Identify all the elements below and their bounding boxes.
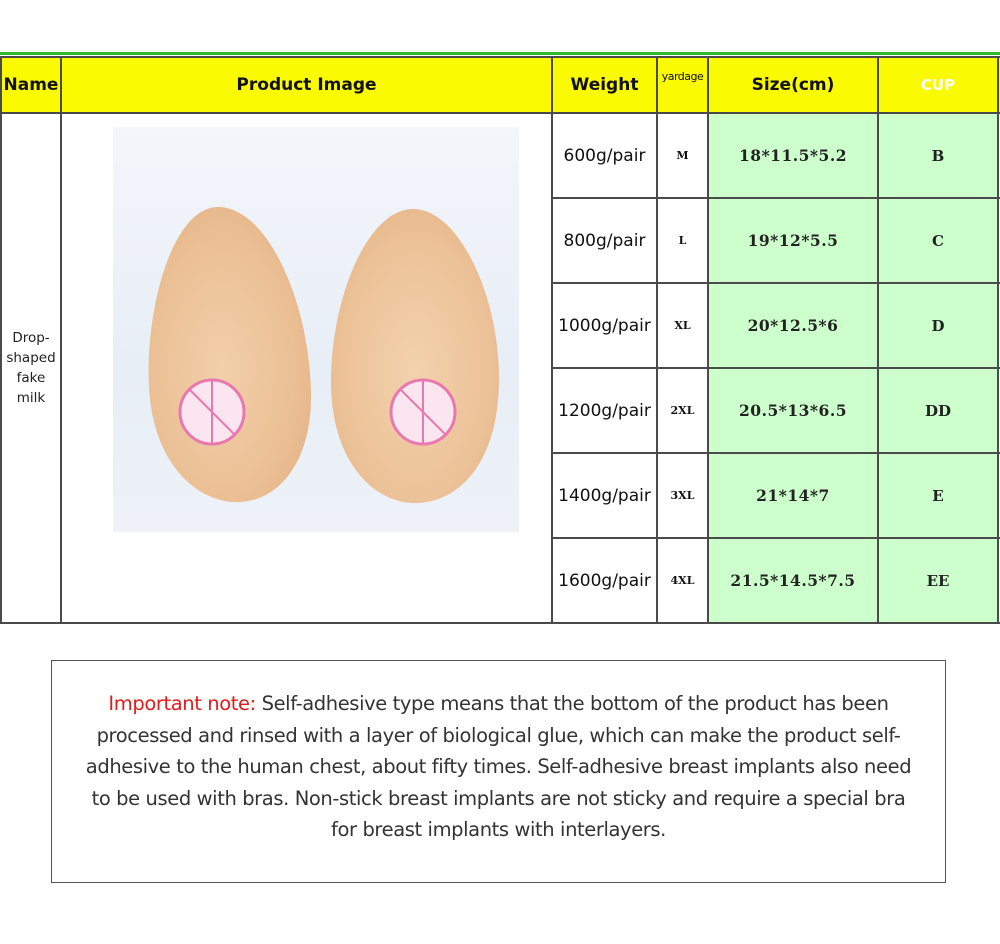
product-image-cell xyxy=(61,113,552,623)
product-photo xyxy=(113,127,519,532)
size-cell: 19*12*5.5 xyxy=(708,198,878,283)
size-cell: 21*14*7 xyxy=(708,453,878,538)
weight-cell: 800g/pair xyxy=(552,198,657,283)
left-form xyxy=(149,207,311,502)
cup-cell: DD xyxy=(878,368,998,453)
header-yardage: yardage xyxy=(657,57,708,113)
breast-forms-illustration xyxy=(113,127,519,532)
weight-cell: 1600g/pair xyxy=(552,538,657,623)
header-size: Size(cm) xyxy=(708,57,878,113)
cup-cell: E xyxy=(878,453,998,538)
yardage-cell: M xyxy=(657,113,708,198)
weight-cell: 600g/pair xyxy=(552,113,657,198)
size-chart-table xyxy=(0,56,1000,624)
top-divider xyxy=(0,52,1000,55)
cup-cell: B xyxy=(878,113,998,198)
header-product-image: Product Image xyxy=(61,57,552,113)
product-name: Drop-shaped fake milk xyxy=(1,113,61,623)
table-row xyxy=(1,113,1000,198)
cup-cell: C xyxy=(878,198,998,283)
note-label: Important note: xyxy=(108,692,256,715)
censor-mark-left-icon xyxy=(180,380,244,444)
right-form xyxy=(331,209,499,503)
weight-cell: 1000g/pair xyxy=(552,283,657,368)
header-weight: Weight xyxy=(552,57,657,113)
yardage-cell: L xyxy=(657,198,708,283)
note-text: Self-adhesive type means that the bottom of the product has been processed and rinsed with a layer of biological glue, which can make the product self-adhesive to the human chest, about fifty times. Self-adhesive breast implants also need to be used with bras. Non-stick breast implants are not sticky and require a special bra for breast implants with interlayers. xyxy=(85,692,912,841)
cup-cell: D xyxy=(878,283,998,368)
size-cell: 21.5*14.5*7.5 xyxy=(708,538,878,623)
header-row xyxy=(1,57,1000,113)
yardage-cell: 2XL xyxy=(657,368,708,453)
weight-cell: 1400g/pair xyxy=(552,453,657,538)
yardage-cell: 3XL xyxy=(657,453,708,538)
important-note-box xyxy=(51,660,946,883)
cup-cell: EE xyxy=(878,538,998,623)
header-cup: CUP xyxy=(878,57,998,113)
weight-cell: 1200g/pair xyxy=(552,368,657,453)
yardage-cell: XL xyxy=(657,283,708,368)
yardage-cell: 4XL xyxy=(657,538,708,623)
size-cell: 20*12.5*6 xyxy=(708,283,878,368)
size-cell: 20.5*13*6.5 xyxy=(708,368,878,453)
header-name: Name xyxy=(1,57,61,113)
censor-mark-right-icon xyxy=(391,380,455,444)
size-cell: 18*11.5*5.2 xyxy=(708,113,878,198)
